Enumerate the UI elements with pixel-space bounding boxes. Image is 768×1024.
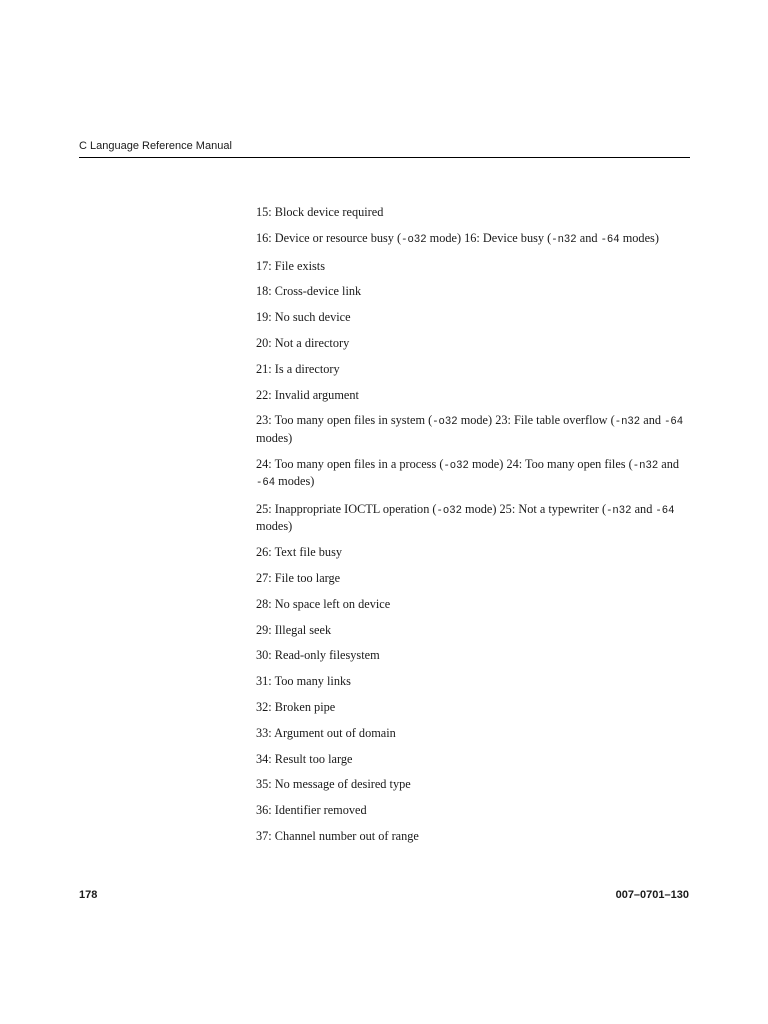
page-number: 178 bbox=[79, 889, 98, 901]
list-item: 30: Read-only filesystem bbox=[256, 648, 380, 663]
error-message-list bbox=[256, 205, 696, 855]
list-item: 27: File too large bbox=[256, 571, 341, 586]
list-item: 29: Illegal seek bbox=[256, 622, 332, 637]
list-item: 24: Too many open files in a process (-o32 mode) 24: Too many open files (-n32 and -64 modes) bbox=[256, 456, 680, 490]
list-item: 28: No space left on device bbox=[256, 596, 391, 611]
running-header: C Language Reference Manual bbox=[79, 139, 690, 158]
list-item: 31: Too many links bbox=[256, 674, 351, 689]
document-number: 007–0701–130 bbox=[615, 889, 689, 901]
list-item: 16: Device or resource busy (-o32 mode) 16: Device busy (-n32 and -64 modes) bbox=[256, 230, 659, 246]
list-item: 26: Text file busy bbox=[256, 545, 343, 560]
list-item: 15: Block device required bbox=[256, 205, 384, 219]
list-item: 19: No such device bbox=[256, 310, 351, 325]
list-item: 21: Is a directory bbox=[256, 361, 340, 376]
list-item: 18: Cross-device link bbox=[256, 284, 362, 299]
list-item: 22: Invalid argument bbox=[256, 387, 359, 402]
list-item: 23: Too many open files in system (-o32 mode) 23: File table overflow (-n32 and -64 modes) bbox=[256, 413, 684, 445]
list-item: 25: Inappropriate IOCTL operation (-o32 mode) 25: Not a typewriter (-n32 and -64 modes) bbox=[256, 501, 675, 534]
list-item: 35: No message of desired type bbox=[256, 777, 411, 792]
list-item: 17: File exists bbox=[256, 258, 326, 273]
list-item: 20: Not a directory bbox=[256, 335, 350, 350]
list-item: 36: Identifier removed bbox=[256, 803, 367, 818]
list-item: 37: Channel number out of range bbox=[256, 829, 419, 844]
list-item: 33: Argument out of domain bbox=[256, 725, 396, 740]
list-item: 32: Broken pipe bbox=[256, 700, 336, 715]
list-item: 34: Result too large bbox=[256, 751, 353, 766]
